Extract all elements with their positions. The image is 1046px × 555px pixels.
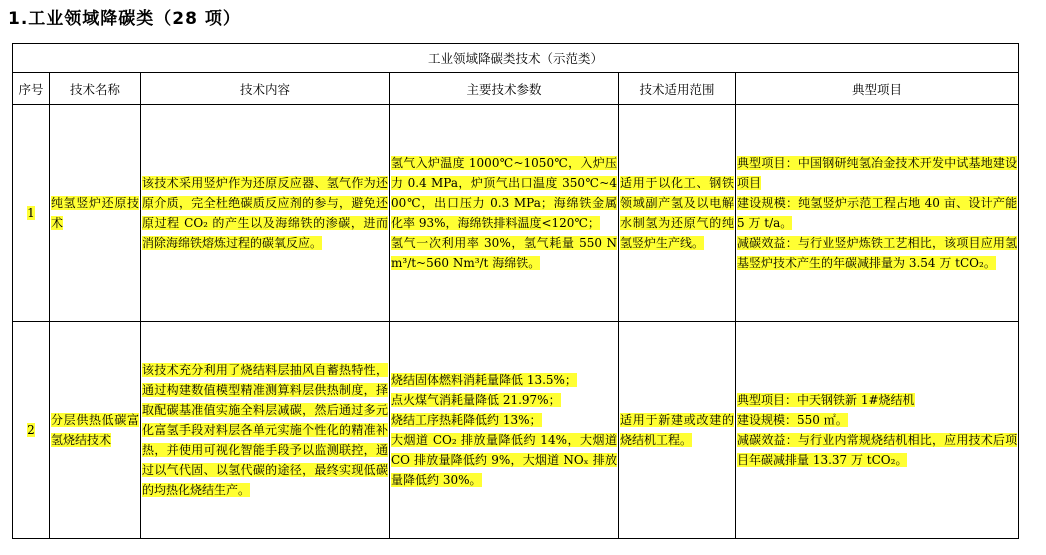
column-header-params: 主要技术参数 xyxy=(390,73,619,105)
column-header-name: 技术名称 xyxy=(50,73,141,105)
tech-scope: 适用于以化工、钢铁领域副产氢及以电解水制氢为还原气的纯氢竖炉生产线。 xyxy=(620,176,734,250)
tech-name: 纯氢竖炉还原技术 xyxy=(51,196,139,230)
project-line: 建设规模：纯氢竖炉示范工程占地 40 亩、设计产能 5 万 t/a。 xyxy=(737,196,1018,230)
section-heading: 1.工业领域降碳类（28 项） xyxy=(8,9,241,29)
tech-param: 点火煤气消耗量降低 21.97%； xyxy=(391,393,561,407)
tech-param: 烧结工序热耗降低约 13%； xyxy=(391,413,542,427)
table-caption: 工业领域降碳类技术（示范类） xyxy=(13,44,1019,73)
tech-name: 分层供热低碳富氢烧结技术 xyxy=(51,413,139,447)
tech-param: 氢气一次利用率 30%，氢气耗量 550 Nm³/t~560 Nm³/t 海绵铁。 xyxy=(391,236,617,270)
table-row xyxy=(13,105,1019,322)
row-number: 1 xyxy=(27,206,35,220)
project-line: 典型项目：中国钢研纯氢冶金技术开发中试基地建设项目 xyxy=(737,156,1018,190)
project-line: 建设规模：550 ㎡。 xyxy=(737,413,848,427)
column-header-content: 技术内容 xyxy=(141,73,390,105)
tech-content: 该技术充分利用了烧结料层抽风自蓄热特性，通过构建数值模型精准测算料层供热制度，择取配碳基准值实施全料层减碳，然后通过多元化富氢手段对料层各单元实施个性化的精准补热，并使用可视化智能手段予以监测联控，通过以气代固、以氢代碳的途径，最终实现低碳的均热化烧结生产。 xyxy=(142,363,388,497)
technology-table xyxy=(12,43,1019,539)
tech-param: 大烟道 CO₂ 排放量降低约 14%，大烟道 CO 排放量降低约 9%，大烟道 NOₓ 排放量降低约 30%。 xyxy=(391,433,617,487)
project-line: 典型项目：中天钢铁新 1#烧结机 xyxy=(737,393,915,407)
column-header-scope: 技术适用范围 xyxy=(619,73,736,105)
row-number: 2 xyxy=(27,423,35,437)
tech-param: 烧结固体燃料消耗量降低 13.5%； xyxy=(391,373,577,387)
tech-param: 氢气入炉温度 1000℃~1050℃，入炉压力 0.4 MPa，炉顶气出口温度 350℃~400℃，出口压力 0.3 MPa；海绵铁金属化率 93%，海绵铁排料温度<120℃； xyxy=(391,156,617,230)
project-line: 减碳效益：与行业竖炉炼铁工艺相比，该项目应用氢基竖炉技术产生的年碳减排量为 3.54 万 tCO₂。 xyxy=(737,236,1018,270)
column-header-no: 序号 xyxy=(13,73,50,105)
tech-scope: 适用于新建或改建的烧结机工程。 xyxy=(620,413,734,447)
table-row xyxy=(13,322,1019,539)
tech-content: 该技术采用竖炉作为还原反应器、氢气作为还原介质，完全杜绝碳质反应剂的参与，避免还原过程 CO₂ 的产生以及海绵铁的渗碳，进而消除海绵铁熔炼过程的碳氧反应。 xyxy=(142,176,388,250)
column-header-project: 典型项目 xyxy=(736,73,1019,105)
project-line: 减碳效益：与行业内常规烧结机相比，应用技术后项目年碳减排量 13.37 万 tCO₂。 xyxy=(737,433,1018,467)
